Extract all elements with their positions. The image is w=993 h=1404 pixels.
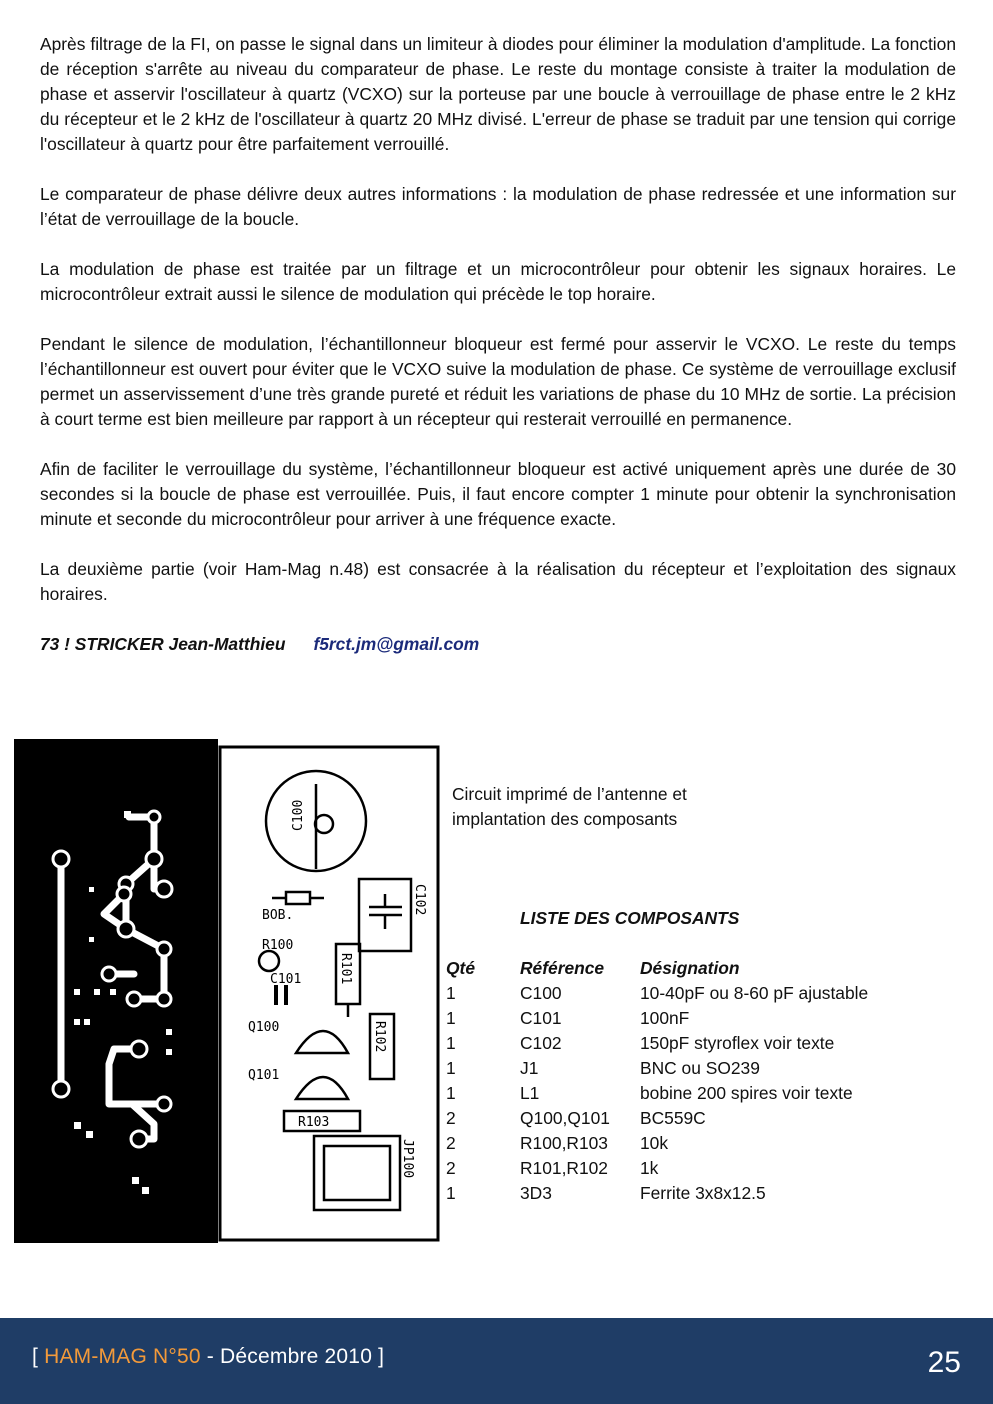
- author-name: 73 ! STRICKER Jean-Matthieu: [40, 634, 286, 654]
- pcb-figure: [14, 739, 440, 1245]
- parts-list-title: LISTE DES COMPOSANTS: [520, 908, 740, 928]
- label-c101: C101: [270, 972, 302, 987]
- parts-header-row: [446, 956, 966, 981]
- cell-qty: 1: [446, 1058, 456, 1078]
- cell-ref: Q100,Q101: [520, 1108, 610, 1128]
- paragraph-1: Après filtrage de la FI, on passe le signal dans un limiteur à diodes pour éliminer la modulation d'amplitude. La fonction de réception s'arrête au niveau du comparateur de phase. Le reste du montage consiste à traiter la modulation de phase et asservir l'oscillateur à quartz (VCXO) sur la porteuse par une boucle à verrouillage de phase entre le 2 kHz du récepteur et le 2 kHz de l'oscillateur à quartz 20 MHz divisé. L'erreur de phase se traduit par une tension qui corrige l'oscillateur à quartz pour être parfaitement verrouillé.: [40, 34, 956, 154]
- cell-ref: C102: [520, 1033, 562, 1053]
- header-desc: Désignation: [640, 958, 740, 978]
- bracket-close: ]: [378, 1345, 385, 1368]
- cell-desc: Ferrite 3x8x12.5: [640, 1183, 766, 1203]
- figure-caption: Circuit imprimé de l’antenne et implantation des composants: [452, 784, 687, 829]
- cell-qty: 1: [446, 1008, 456, 1028]
- parts-row: [446, 1131, 966, 1156]
- cell-qty: 1: [446, 1083, 456, 1103]
- parts-row: [446, 1056, 966, 1081]
- cell-desc: 10-40pF ou 8-60 pF ajustable: [640, 983, 869, 1003]
- author-email[interactable]: f5rct.jm@gmail.com: [313, 634, 480, 654]
- parts-row: [446, 1006, 966, 1031]
- parts-list: [446, 906, 966, 1206]
- cell-ref: C100: [520, 983, 562, 1003]
- cell-ref: R100,R103: [520, 1133, 608, 1153]
- cell-desc: 150pF styroflex voir texte: [640, 1033, 835, 1053]
- cell-qty: 1: [446, 1033, 456, 1053]
- article-body: [40, 32, 956, 657]
- label-r102: R102: [372, 1021, 387, 1053]
- cell-qty: 1: [446, 1183, 456, 1203]
- paragraph-5: Afin de faciliter le verrouillage du système, l’échantillonneur bloqueur est activé uniquement après une durée de 30 secondes si la boucle de phase est verrouillée. Puis, il faut encore compter 1 minute pour obtenir la synchronisation minute et seconde du microcontrôleur pour arriver à une fréquence exacte.: [40, 459, 956, 529]
- cell-qty: 2: [446, 1158, 456, 1178]
- cell-ref: C101: [520, 1008, 562, 1028]
- cell-desc: 10k: [640, 1133, 669, 1153]
- cell-desc: bobine 200 spires voir texte: [640, 1083, 853, 1103]
- label-q100: Q100: [248, 1020, 280, 1035]
- paragraph-2: Le comparateur de phase délivre deux autres informations : la modulation de phase redressée et une information sur l’état de verrouillage de la boucle.: [40, 184, 956, 229]
- magazine-name: HAM-MAG N°50: [44, 1345, 201, 1368]
- cell-qty: 2: [446, 1133, 456, 1153]
- label-r103: R103: [298, 1115, 330, 1130]
- cell-desc: BNC ou SO239: [640, 1058, 760, 1078]
- label-c102: C102: [412, 884, 427, 916]
- issue-date: Décembre 2010: [220, 1345, 373, 1368]
- cell-qty: 2: [446, 1108, 456, 1128]
- label-r101: R101: [338, 953, 353, 985]
- cell-ref: R101,R102: [520, 1158, 608, 1178]
- parts-row: [446, 1156, 966, 1181]
- paragraph-4: Pendant le silence de modulation, l’échantillonneur bloqueur est fermé pour asservir le VCXO. Le reste du temps l’échantillonneur est ouvert pour éviter que le VCXO suive la modulation de phase. Ce système de verrouillage exclusif permet un asservissement d’une très grande pureté et réduit les variations de phase du 10 MHz de sortie. La précision à court terme est bien meilleure par rapport à un récepteur qui resterait verrouillé en permanence.: [40, 334, 956, 429]
- parts-row: [446, 1031, 966, 1056]
- signature: [40, 632, 956, 657]
- label-c100: C100: [291, 799, 306, 831]
- parts-row: [446, 981, 966, 1006]
- paragraph-3: La modulation de phase est traitée par un filtrage et un microcontrôleur pour obtenir les signaux horaires. Le microcontrôleur extrait aussi le silence de modulation qui précède le top horaire.: [40, 259, 956, 304]
- pcb-illustration: [14, 739, 440, 1245]
- header-ref: Référence: [520, 958, 605, 978]
- parts-row: [446, 1081, 966, 1106]
- cell-desc: 100nF: [640, 1008, 690, 1028]
- parts-row: [446, 1106, 966, 1131]
- label-q101: Q101: [248, 1068, 280, 1083]
- cell-qty: 1: [446, 983, 456, 1003]
- cell-ref: J1: [520, 1058, 539, 1078]
- label-jp100: JP100: [400, 1139, 415, 1179]
- cell-desc: 1k: [640, 1158, 659, 1178]
- cell-ref: 3D3: [520, 1183, 552, 1203]
- magazine-issue: [32, 1345, 384, 1369]
- label-bob: BOB.: [262, 908, 294, 923]
- parts-row: [446, 1181, 966, 1206]
- cell-desc: BC559C: [640, 1108, 706, 1128]
- page-footer: [0, 1318, 993, 1404]
- cell-ref: L1: [520, 1083, 540, 1103]
- label-r100: R100: [262, 938, 294, 953]
- header-qty: Qté: [446, 958, 475, 978]
- page-number: 25: [927, 1346, 961, 1379]
- separator: -: [206, 1345, 214, 1368]
- paragraph-6: La deuxième partie (voir Ham-Mag n.48) est consacrée à la réalisation du récepteur et l’exploitation des signaux horaires.: [40, 559, 956, 604]
- bracket-open: [: [32, 1345, 39, 1368]
